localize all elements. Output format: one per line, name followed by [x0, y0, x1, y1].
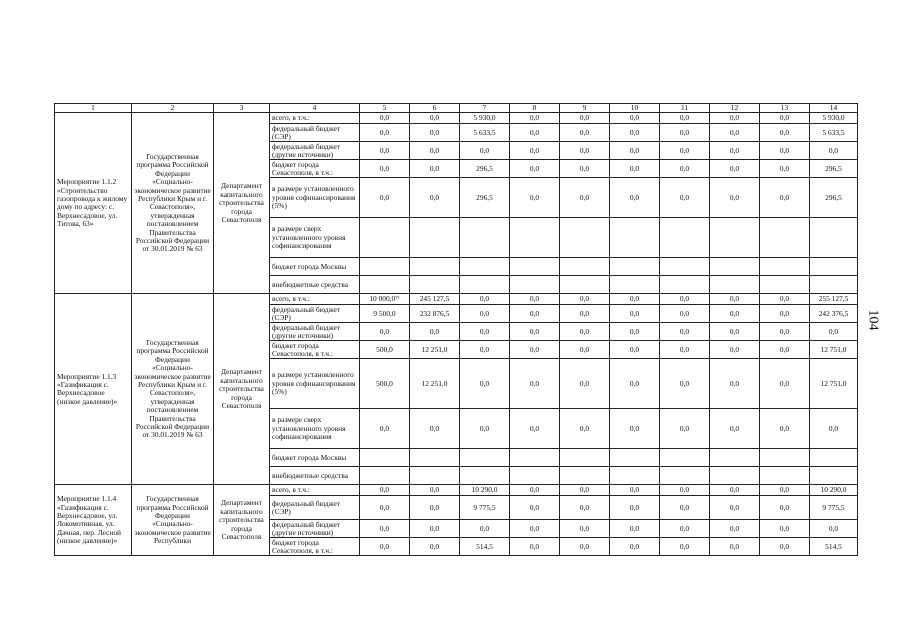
- value-cell: 0,0: [760, 341, 810, 359]
- value-cell: [360, 258, 410, 276]
- value-cell: 0,0: [610, 305, 660, 323]
- value-cell: 0,0: [360, 142, 410, 160]
- value-cell: 242 376,5: [810, 305, 858, 323]
- value-cell: 0,0: [760, 178, 810, 218]
- value-cell: 0,0: [660, 124, 710, 142]
- value-cell: 0,0: [710, 113, 760, 124]
- funding-source-label: федеральный бюджет (другие источники): [270, 323, 360, 341]
- value-cell: 0,0: [510, 485, 560, 496]
- value-cell: 0,0: [760, 359, 810, 409]
- value-cell: [410, 276, 460, 294]
- value-cell: [660, 218, 710, 258]
- value-cell: [610, 449, 660, 467]
- value-cell: 0,0: [410, 178, 460, 218]
- value-cell: 0,0: [610, 359, 660, 409]
- value-cell: 0,0: [610, 113, 660, 124]
- value-cell: 10 290,0: [810, 485, 858, 496]
- value-cell: 0,0: [560, 294, 610, 305]
- funding-source-label: бюджет города Москвы: [270, 449, 360, 467]
- value-cell: [510, 276, 560, 294]
- column-header: 5: [360, 104, 410, 113]
- funding-source-label: в размере сверх установленного уровня софинансирования: [270, 409, 360, 449]
- funding-source-label: бюджет города Севастополя, в т.ч.:: [270, 538, 360, 556]
- value-cell: 0,0: [710, 409, 760, 449]
- value-cell: 255 127,5: [810, 294, 858, 305]
- value-cell: 9 500,0: [360, 305, 410, 323]
- value-cell: 0,0: [460, 323, 510, 341]
- column-header: 6: [410, 104, 460, 113]
- value-cell: 0,0: [610, 409, 660, 449]
- value-cell: 0,0: [660, 359, 710, 409]
- funding-source-label: федеральный бюджет (СЭР): [270, 124, 360, 142]
- value-cell: 0,0: [760, 538, 810, 556]
- value-cell: 0,0: [510, 142, 560, 160]
- value-cell: 0,0: [610, 142, 660, 160]
- value-cell: 0,0: [560, 538, 610, 556]
- value-cell: [560, 276, 610, 294]
- value-cell: 0,0: [710, 294, 760, 305]
- value-cell: 12 751,0: [810, 341, 858, 359]
- funding-source-label: в размере установленного уровня софинансирования (5%): [270, 178, 360, 218]
- value-cell: 0,0: [560, 359, 610, 409]
- value-cell: [610, 258, 660, 276]
- event-executor: Департамент капитального строительства города Севастополя: [214, 113, 270, 294]
- funding-source-label: бюджет города Севастополя, в т.ч.:: [270, 341, 360, 359]
- value-cell: 0,0: [410, 113, 460, 124]
- value-cell: 0,0: [360, 520, 410, 538]
- value-cell: 0,0: [510, 113, 560, 124]
- value-cell: 0,0: [360, 323, 410, 341]
- value-cell: 0,0: [810, 520, 858, 538]
- column-header: 10: [610, 104, 660, 113]
- event-executor: Департамент капитального строительства города Севастополя: [214, 485, 270, 556]
- column-header: 2: [132, 104, 214, 113]
- value-cell: [660, 449, 710, 467]
- funding-source-label: федеральный бюджет (СЭР): [270, 496, 360, 520]
- column-header: 7: [460, 104, 510, 113]
- value-cell: [560, 258, 610, 276]
- table-row: [55, 294, 858, 305]
- value-cell: 0,0: [660, 520, 710, 538]
- value-cell: 0,0: [660, 294, 710, 305]
- event-name: Мероприятие 1.1.4 «Газификация с. Верхнесадовое, ул. Локомотивная, ул. Дачная, пер. Лесной (низкое давление)»: [55, 485, 132, 556]
- funding-source-label: всего, в т.ч.:: [270, 294, 360, 305]
- value-cell: [360, 449, 410, 467]
- value-cell: 0,0: [710, 160, 760, 178]
- value-cell: 0,0: [760, 142, 810, 160]
- value-cell: [360, 276, 410, 294]
- value-cell: 0,0: [410, 496, 460, 520]
- value-cell: [510, 467, 560, 485]
- value-cell: 0,0: [710, 124, 760, 142]
- value-cell: 0,0: [360, 538, 410, 556]
- value-cell: [660, 276, 710, 294]
- value-cell: 0,0: [610, 538, 660, 556]
- value-cell: [460, 218, 510, 258]
- value-cell: 0,0: [510, 359, 560, 409]
- value-cell: 296,5: [810, 160, 858, 178]
- event-program: Государственная программа Российской Федерации «Социально-экономическое развитие Республики Крым и г. Севастополя», утвержденная постановлением Правительства Российской Федерации от 30.01.2019 № 63: [132, 113, 214, 294]
- value-cell: [560, 218, 610, 258]
- table-row: [55, 113, 858, 124]
- value-cell: 0,0: [560, 485, 610, 496]
- budget-table: [54, 103, 858, 556]
- value-cell: 0,0: [660, 305, 710, 323]
- value-cell: 0,0: [760, 113, 810, 124]
- value-cell: 0,0: [560, 160, 610, 178]
- value-cell: [760, 449, 810, 467]
- value-cell: 12 251,0: [410, 359, 460, 409]
- value-cell: 0,0: [360, 409, 410, 449]
- value-cell: [460, 276, 510, 294]
- event-executor: Департамент капитального строительства города Севастополя: [214, 294, 270, 485]
- value-cell: [410, 258, 460, 276]
- value-cell: 0,0: [410, 485, 460, 496]
- value-cell: 0,0: [560, 178, 610, 218]
- value-cell: 0,0: [610, 160, 660, 178]
- value-cell: 0,0: [760, 160, 810, 178]
- value-cell: 0,0: [660, 485, 710, 496]
- value-cell: 0,0: [660, 178, 710, 218]
- value-cell: 0,0: [560, 341, 610, 359]
- value-cell: 0,0: [760, 305, 810, 323]
- table-row: [55, 485, 858, 496]
- value-cell: [810, 218, 858, 258]
- value-cell: [610, 467, 660, 485]
- value-cell: 0,0: [460, 520, 510, 538]
- value-cell: 232 876,5: [410, 305, 460, 323]
- value-cell: 0,0: [760, 485, 810, 496]
- column-header: 13: [760, 104, 810, 113]
- value-cell: [710, 218, 760, 258]
- value-cell: [410, 467, 460, 485]
- column-header: 4: [270, 104, 360, 113]
- value-cell: 0,0: [510, 409, 560, 449]
- value-cell: 0,0: [610, 520, 660, 538]
- value-cell: 0,0: [460, 294, 510, 305]
- value-cell: 0,0: [810, 323, 858, 341]
- value-cell: 0,0: [610, 323, 660, 341]
- value-cell: 0,0: [610, 178, 660, 218]
- value-cell: 0,0: [710, 359, 760, 409]
- value-cell: 0,0: [360, 160, 410, 178]
- funding-source-label: федеральный бюджет (другие источники): [270, 142, 360, 160]
- value-cell: 0,0: [710, 142, 760, 160]
- value-cell: [660, 258, 710, 276]
- value-cell: 0,0: [360, 178, 410, 218]
- funding-source-label: в размере сверх установленного уровня софинансирования: [270, 218, 360, 258]
- value-cell: 0,0: [510, 538, 560, 556]
- value-cell: 0,0: [510, 341, 560, 359]
- value-cell: 0,0: [410, 520, 460, 538]
- column-header: 12: [710, 104, 760, 113]
- funding-source-label: всего, в т.ч.:: [270, 113, 360, 124]
- event-program: Государственная программа Российской Федерации «Социально-экономическое развитие Республики Крым и г. Севастополя», утвержденная постановлением Правительства Российской Федерации от 30.01.2019 № 63: [132, 294, 214, 485]
- value-cell: 0,0: [560, 124, 610, 142]
- value-cell: 0,0: [710, 538, 760, 556]
- value-cell: [460, 449, 510, 467]
- value-cell: 9 775,5: [460, 496, 510, 520]
- value-cell: [410, 449, 460, 467]
- page-number: 104: [865, 309, 881, 331]
- value-cell: 0,0: [410, 409, 460, 449]
- value-cell: 0,0: [610, 496, 660, 520]
- value-cell: 0,0: [610, 485, 660, 496]
- value-cell: 0,0: [510, 496, 560, 520]
- value-cell: 12 251,0: [410, 341, 460, 359]
- funding-source-label: внебюджетные средства: [270, 467, 360, 485]
- value-cell: 0,0: [760, 520, 810, 538]
- value-cell: 0,0: [760, 124, 810, 142]
- value-cell: 245 127,5: [410, 294, 460, 305]
- value-cell: 0,0: [460, 142, 510, 160]
- column-header: 1: [55, 104, 132, 113]
- value-cell: 0,0: [560, 142, 610, 160]
- value-cell: 0,0: [660, 160, 710, 178]
- value-cell: [510, 218, 560, 258]
- value-cell: [710, 258, 760, 276]
- value-cell: 0,0: [610, 341, 660, 359]
- value-cell: 0,0: [360, 113, 410, 124]
- value-cell: 0,0: [560, 305, 610, 323]
- value-cell: 0,0: [510, 294, 560, 305]
- value-cell: 0,0: [760, 294, 810, 305]
- value-cell: [810, 276, 858, 294]
- value-cell: 0,0: [660, 538, 710, 556]
- value-cell: [610, 276, 660, 294]
- value-cell: 0,0: [460, 341, 510, 359]
- value-cell: 500,0: [360, 359, 410, 409]
- value-cell: 0,0: [560, 113, 610, 124]
- value-cell: 0,0: [460, 409, 510, 449]
- value-cell: 0,0: [410, 538, 460, 556]
- value-cell: 5 930,0: [810, 113, 858, 124]
- column-header: 3: [214, 104, 270, 113]
- value-cell: 514,5: [460, 538, 510, 556]
- value-cell: 0,0: [610, 294, 660, 305]
- value-cell: 10 000,0⁷⁾: [360, 294, 410, 305]
- value-cell: 514,5: [810, 538, 858, 556]
- value-cell: [360, 218, 410, 258]
- value-cell: 0,0: [560, 520, 610, 538]
- value-cell: 0,0: [510, 160, 560, 178]
- value-cell: 0,0: [410, 323, 460, 341]
- value-cell: 0,0: [560, 496, 610, 520]
- value-cell: [760, 258, 810, 276]
- value-cell: [810, 467, 858, 485]
- column-header: 11: [660, 104, 710, 113]
- value-cell: [510, 449, 560, 467]
- value-cell: 296,5: [460, 160, 510, 178]
- value-cell: [360, 467, 410, 485]
- value-cell: [610, 218, 660, 258]
- value-cell: 5 930,0: [460, 113, 510, 124]
- funding-source-label: внебюджетные средства: [270, 276, 360, 294]
- value-cell: 296,5: [810, 178, 858, 218]
- value-cell: 0,0: [560, 323, 610, 341]
- funding-source-label: федеральный бюджет (другие источники): [270, 520, 360, 538]
- value-cell: [510, 258, 560, 276]
- value-cell: 0,0: [760, 409, 810, 449]
- value-cell: [560, 467, 610, 485]
- value-cell: 0,0: [810, 142, 858, 160]
- funding-source-label: всего, в т.ч.:: [270, 485, 360, 496]
- value-cell: [760, 467, 810, 485]
- value-cell: 0,0: [660, 409, 710, 449]
- funding-source-label: в размере установленного уровня софинансирования (5%): [270, 359, 360, 409]
- value-cell: [710, 276, 760, 294]
- value-cell: [760, 276, 810, 294]
- value-cell: 0,0: [810, 409, 858, 449]
- value-cell: [710, 449, 760, 467]
- value-cell: [460, 467, 510, 485]
- value-cell: 0,0: [510, 124, 560, 142]
- value-cell: 0,0: [710, 305, 760, 323]
- value-cell: 12 751,0: [810, 359, 858, 409]
- value-cell: 0,0: [710, 341, 760, 359]
- value-cell: [810, 258, 858, 276]
- value-cell: 0,0: [460, 305, 510, 323]
- value-cell: 0,0: [410, 160, 460, 178]
- value-cell: [560, 449, 610, 467]
- value-cell: 0,0: [510, 305, 560, 323]
- event-program: Государственная программа Российской Федерации «Социально-экономическое развитие Республики: [132, 485, 214, 556]
- value-cell: 0,0: [710, 520, 760, 538]
- value-cell: 0,0: [660, 323, 710, 341]
- value-cell: 0,0: [760, 496, 810, 520]
- value-cell: 0,0: [660, 341, 710, 359]
- value-cell: 0,0: [510, 323, 560, 341]
- value-cell: 0,0: [660, 496, 710, 520]
- value-cell: 0,0: [410, 124, 460, 142]
- value-cell: 5 633,5: [460, 124, 510, 142]
- column-header: 8: [510, 104, 560, 113]
- funding-source-label: федеральный бюджет (СЭР): [270, 305, 360, 323]
- value-cell: 0,0: [710, 485, 760, 496]
- value-cell: 0,0: [360, 496, 410, 520]
- value-cell: 0,0: [710, 178, 760, 218]
- column-header: 9: [560, 104, 610, 113]
- value-cell: 0,0: [360, 485, 410, 496]
- value-cell: 0,0: [360, 124, 410, 142]
- value-cell: [760, 218, 810, 258]
- budget-table-container: [54, 103, 857, 556]
- value-cell: [410, 218, 460, 258]
- value-cell: 0,0: [560, 409, 610, 449]
- value-cell: 9 775,5: [810, 496, 858, 520]
- value-cell: 5 633,5: [810, 124, 858, 142]
- value-cell: 296,5: [460, 178, 510, 218]
- value-cell: 0,0: [660, 113, 710, 124]
- event-name: Мероприятие 1.1.2 «Строительство газопровода к жилому дому по адресу: с. Верхнесадовое, ул. Титова, 63»: [55, 113, 132, 294]
- funding-source-label: бюджет города Севастополя, в т.ч.:: [270, 160, 360, 178]
- value-cell: [810, 449, 858, 467]
- value-cell: 0,0: [610, 124, 660, 142]
- funding-source-label: бюджет города Москвы: [270, 258, 360, 276]
- value-cell: [460, 258, 510, 276]
- value-cell: [710, 467, 760, 485]
- header-row: [55, 104, 858, 113]
- value-cell: 0,0: [760, 323, 810, 341]
- column-header: 14: [810, 104, 858, 113]
- value-cell: 0,0: [510, 520, 560, 538]
- value-cell: 0,0: [710, 496, 760, 520]
- value-cell: [660, 467, 710, 485]
- value-cell: 0,0: [660, 142, 710, 160]
- value-cell: 0,0: [410, 142, 460, 160]
- value-cell: 500,0: [360, 341, 410, 359]
- value-cell: 0,0: [510, 178, 560, 218]
- value-cell: 0,0: [460, 359, 510, 409]
- value-cell: 10 290,0: [460, 485, 510, 496]
- event-name: Мероприятие 1.1.3 «Газификация с. Верхнесадовое (низкое давление)»: [55, 294, 132, 485]
- value-cell: 0,0: [710, 323, 760, 341]
